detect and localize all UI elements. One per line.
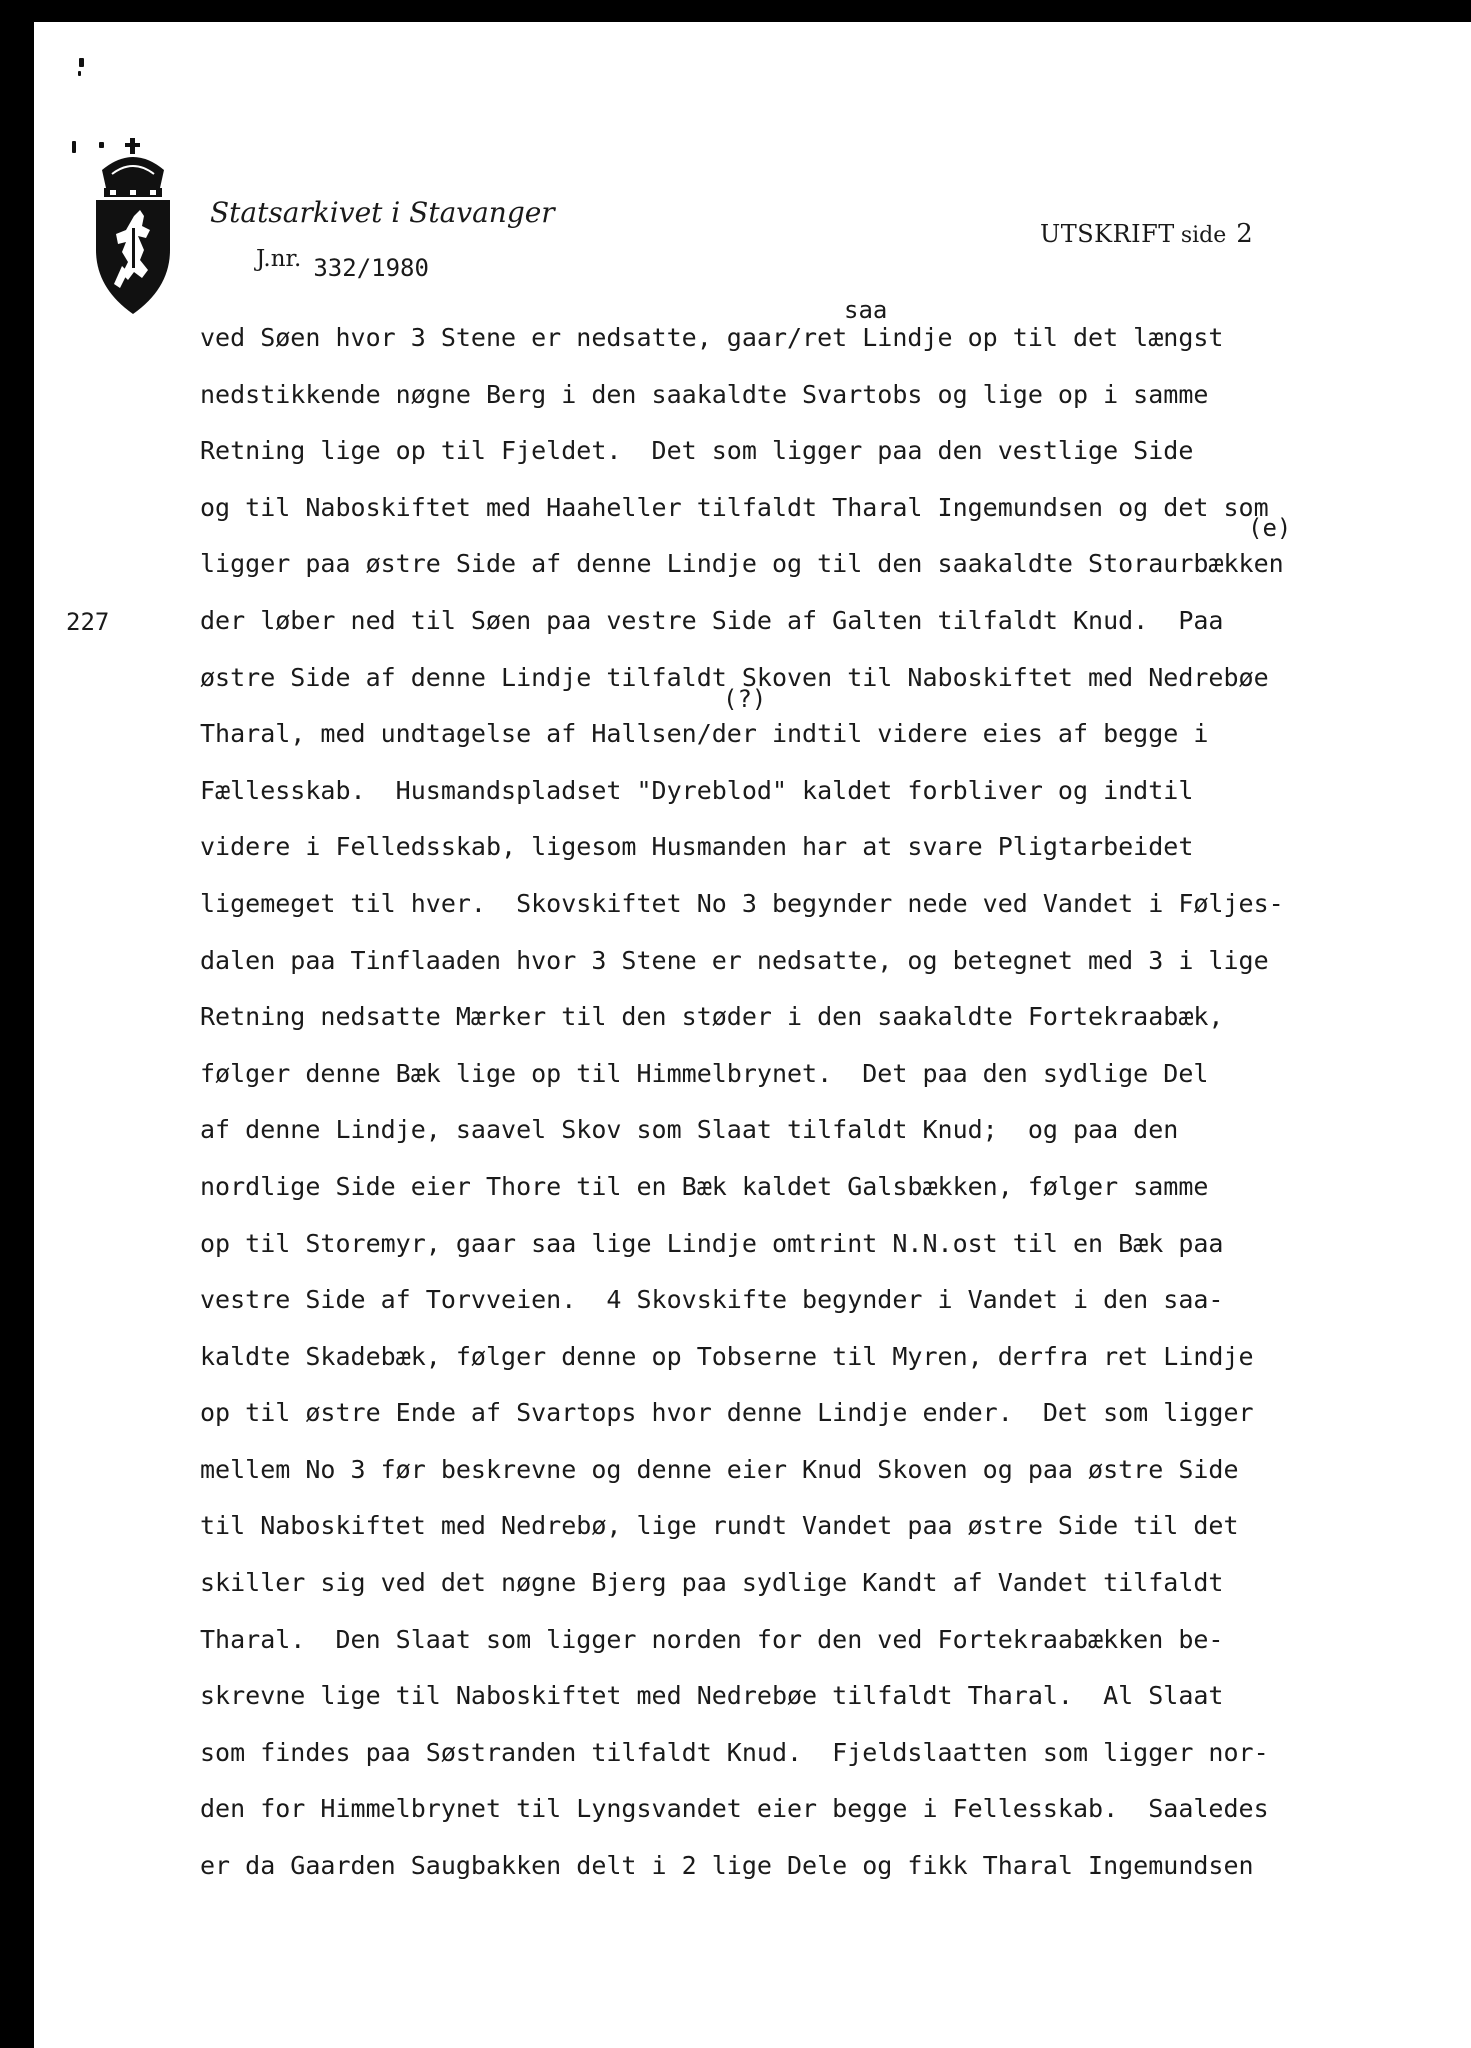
text-line: vestre Side af Torvveien. 4 Skovskifte begynder i Vandet i den saa- bbox=[200, 1285, 1224, 1315]
margin-note: 227 bbox=[66, 608, 110, 636]
text-line: er da Gaarden Saugbakken delt i 2 lige Dele og fikk Tharal Ingemundsen bbox=[200, 1851, 1254, 1881]
text-line: Retning nedsatte Mærker til den støder i den saakaldte Fortekraabæk, bbox=[200, 1002, 1224, 1032]
journal-number-block bbox=[256, 244, 429, 282]
text-line: dalen paa Tinflaaden hvor 3 Stene er nedsatte, og betegnet med 3 i lige bbox=[200, 945, 1269, 975]
text-line: nedstikkende nøgne Berg i den saakaldte Svartobs og lige op i samme bbox=[200, 379, 1209, 409]
text-line: der løber ned til Søen paa vestre Side af Galten tilfaldt Knud. Paa bbox=[200, 605, 1224, 635]
archive-name: Statsarkivet i Stavanger bbox=[210, 196, 555, 229]
text-line: og til Naboskiftet med Haaheller tilfaldt Tharal Ingemundsen og det som bbox=[200, 492, 1269, 522]
text-line: følger denne Bæk lige op til Himmelbrynet. Det paa den sydlige Del bbox=[200, 1058, 1209, 1088]
text-line: til Naboskiftet med Nedrebø, lige rundt Vandet paa østre Side til det bbox=[200, 1511, 1239, 1541]
text-line: Fællesskab. Husmandspladset "Dyreblod" kaldet forbliver og indtil bbox=[200, 775, 1194, 805]
text-line: Tharal. Den Slaat som ligger norden for den ved Fortekraabækken be- bbox=[200, 1624, 1224, 1654]
text-line: Tharal, med undtagelse af Hallsen/der indtil videre eies af begge i bbox=[200, 719, 1209, 749]
text-line: skiller sig ved det nøgne Bjerg paa sydlige Kandt af Vandet tilfaldt bbox=[200, 1568, 1224, 1598]
text-line: op til Storemyr, gaar saa lige Lindje omtrint N.N.ost til en Bæk paa bbox=[200, 1228, 1224, 1258]
insertion-e: (e) bbox=[1248, 514, 1292, 542]
scan-mark bbox=[79, 58, 84, 67]
page-number: 2 bbox=[1236, 219, 1253, 249]
journal-label: J.nr. bbox=[256, 246, 302, 272]
text-line: ligemeget til hver. Skovskiftet No 3 begynder nede ved Vandet i Føljes- bbox=[200, 888, 1284, 918]
text-line: videre i Felledsskab, ligesom Husmanden har at svare Pligtarbeidet bbox=[200, 832, 1194, 862]
text-line: nordlige Side eier Thore til en Bæk kaldet Galsbækken, følger samme bbox=[200, 1171, 1209, 1201]
journal-number: 332/1980 bbox=[313, 254, 429, 282]
text-line: af denne Lindje, saavel Skov som Slaat tilfaldt Knud; og paa den bbox=[200, 1115, 1179, 1145]
text-line: Retning lige op til Fjeldet. Det som ligger paa den vestlige Side bbox=[200, 436, 1194, 466]
text-line: som findes paa Søstranden tilfaldt Knud. Fjeldslaatten som ligger nor- bbox=[200, 1737, 1269, 1767]
text-line: kaldte Skadebæk, følger denne op Tobserne til Myren, derfra ret Lindje bbox=[200, 1341, 1254, 1371]
insertion-saa: saa bbox=[844, 296, 888, 324]
transcript-label: UTSKRIFT bbox=[1040, 220, 1175, 248]
insertion-question: (?) bbox=[723, 685, 767, 713]
text-line: skrevne lige til Naboskiftet med Nedrebøe tilfaldt Tharal. Al Slaat bbox=[200, 1681, 1224, 1711]
side-label: side bbox=[1180, 223, 1227, 248]
scan-mark bbox=[78, 71, 81, 76]
coat-of-arms-icon bbox=[92, 138, 174, 316]
text-line: østre Side af denne Lindje tilfaldt Skoven til Naboskiftet med Nedrebøe bbox=[200, 662, 1269, 692]
text-line: ved Søen hvor 3 Stene er nedsatte, gaar/ret Lindje op til det længst bbox=[200, 323, 1224, 352]
text-line: den for Himmelbrynet til Lyngsvandet eier begge i Fellesskab. Saaledes bbox=[200, 1794, 1269, 1824]
text-line: op til østre Ende af Svartops hvor denne Lindje ender. Det som ligger bbox=[200, 1398, 1254, 1428]
transcript-header bbox=[1040, 219, 1253, 249]
text-line: ligger paa østre Side af denne Lindje og til den saakaldte Storaurbækken bbox=[200, 549, 1284, 579]
scan-mark bbox=[72, 141, 76, 153]
text-line: mellem No 3 før beskrevne og denne eier Knud Skoven og paa østre Side bbox=[200, 1454, 1239, 1484]
transcript-body bbox=[200, 310, 1430, 1895]
